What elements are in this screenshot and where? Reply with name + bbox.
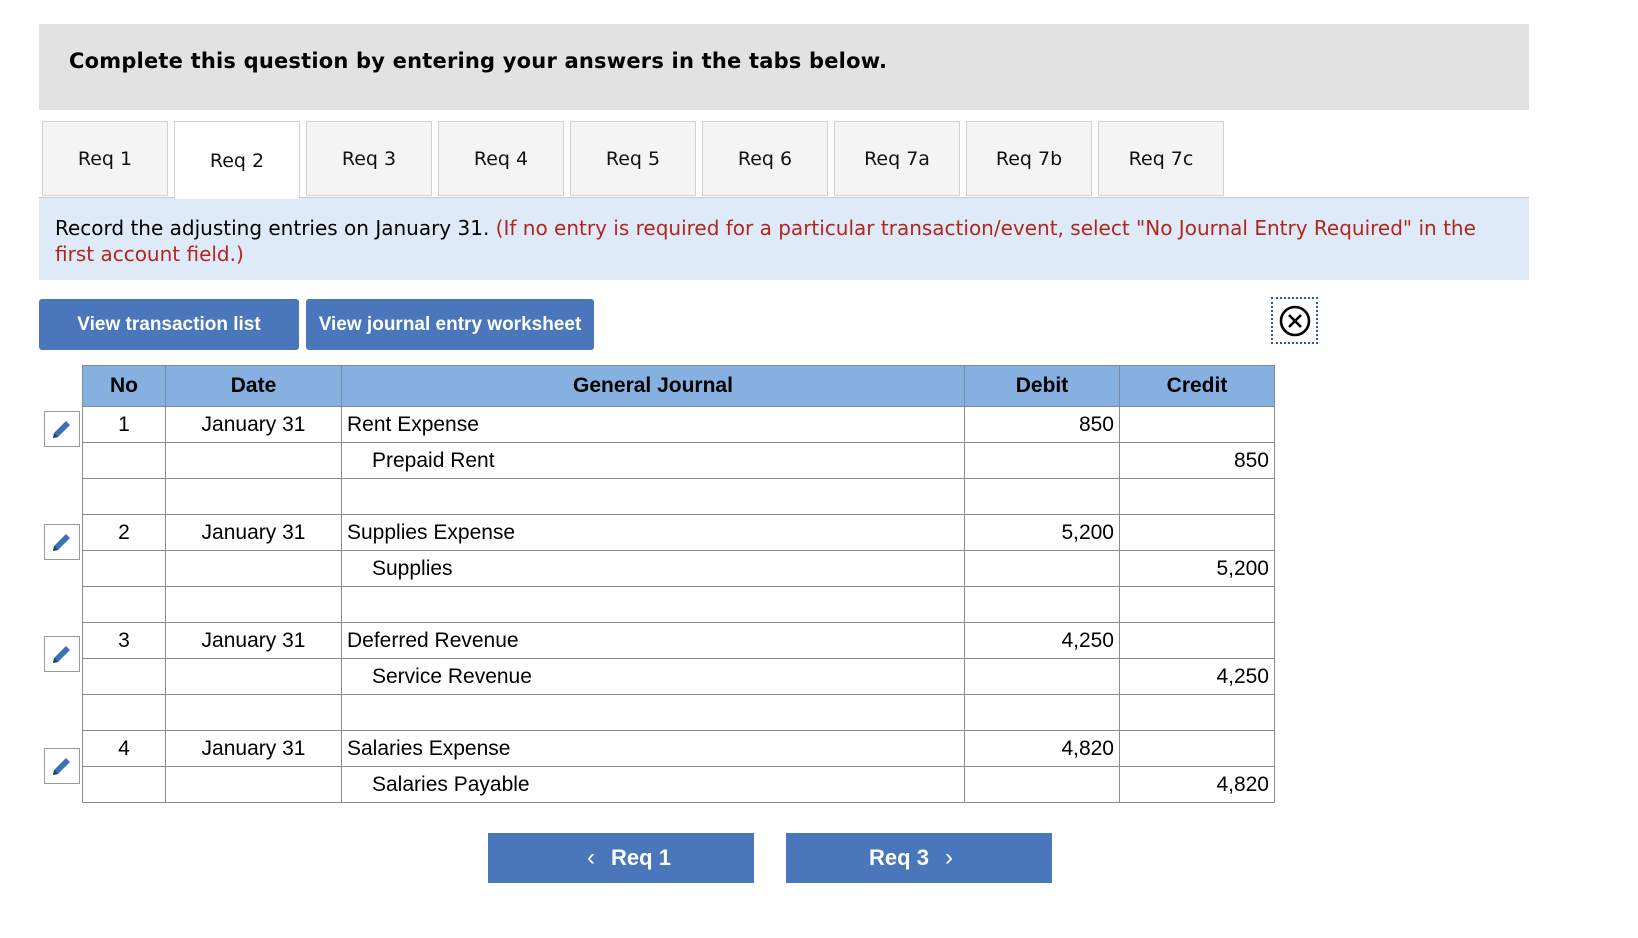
- cell-no: 3: [83, 623, 166, 659]
- instruction-text: Record the adjusting entries on January 31.: [55, 216, 490, 240]
- cell-credit: 4,250: [1120, 659, 1275, 695]
- table-row: [83, 443, 1275, 479]
- cell-debit: 4,250: [965, 623, 1120, 659]
- instruction-box: [39, 197, 1529, 280]
- cell-credit: [1120, 731, 1275, 767]
- cell-account: [342, 587, 965, 623]
- cell-date: [166, 443, 342, 479]
- cell-debit: [965, 587, 1120, 623]
- cell-debit: [965, 551, 1120, 587]
- cell-date: January 31: [166, 731, 342, 767]
- cell-date: [166, 479, 342, 515]
- cell-date: [166, 695, 342, 731]
- cell-debit: [965, 695, 1120, 731]
- table-row: [83, 551, 1275, 587]
- header-no: No: [83, 366, 166, 407]
- table-row: [83, 479, 1275, 515]
- next-req-button[interactable]: [786, 833, 1052, 883]
- header-date: Date: [166, 366, 342, 407]
- pencil-icon: [50, 417, 74, 441]
- cell-credit: 850: [1120, 443, 1275, 479]
- general-journal-table: [82, 365, 1275, 803]
- edit-entry-1-button[interactable]: [44, 411, 80, 447]
- tab-req-2[interactable]: Req 2: [174, 121, 300, 199]
- cell-no: 4: [83, 731, 166, 767]
- table-row: [83, 695, 1275, 731]
- cell-date: [166, 659, 342, 695]
- cell-no: [83, 443, 166, 479]
- cell-no: [83, 659, 166, 695]
- tab-req-3[interactable]: Req 3: [306, 121, 432, 196]
- cell-credit: [1120, 479, 1275, 515]
- table-row: [83, 731, 1275, 767]
- cell-date: January 31: [166, 407, 342, 443]
- header-general-journal: General Journal: [342, 366, 965, 407]
- tab-req-5[interactable]: Req 5: [570, 121, 696, 196]
- cell-debit: 5,200: [965, 515, 1120, 551]
- table-row: [83, 587, 1275, 623]
- tab-req-1[interactable]: Req 1: [42, 121, 168, 196]
- cell-credit: 4,820: [1120, 767, 1275, 803]
- cell-date: January 31: [166, 623, 342, 659]
- table-row: [83, 623, 1275, 659]
- cell-debit: 4,820: [965, 731, 1120, 767]
- question-header: [39, 24, 1529, 110]
- cell-date: [166, 587, 342, 623]
- cell-credit: [1120, 623, 1275, 659]
- cell-account: [342, 695, 965, 731]
- pencil-icon: [50, 642, 74, 666]
- cell-no: 2: [83, 515, 166, 551]
- view-journal-entry-worksheet-button[interactable]: View journal entry worksheet: [306, 299, 594, 350]
- cell-debit: 850: [965, 407, 1120, 443]
- cell-date: [166, 551, 342, 587]
- cell-no: [83, 551, 166, 587]
- tab-req-7a[interactable]: Req 7a: [834, 121, 960, 196]
- next-req-label: Req 3: [869, 845, 929, 870]
- cell-no: 1: [83, 407, 166, 443]
- cell-debit: [965, 767, 1120, 803]
- cell-account: Supplies: [342, 551, 965, 587]
- cell-account: Salaries Expense: [342, 731, 965, 767]
- cell-account: Prepaid Rent: [342, 443, 965, 479]
- chevron-left-icon: ‹: [587, 844, 596, 871]
- cell-no: [83, 695, 166, 731]
- pencil-icon: [50, 530, 74, 554]
- cell-account: Supplies Expense: [342, 515, 965, 551]
- question-title: Complete this question by entering your answers in the tabs below.: [69, 49, 888, 73]
- cell-credit: [1120, 587, 1275, 623]
- prev-req-button[interactable]: [488, 833, 754, 883]
- cell-date: January 31: [166, 515, 342, 551]
- cell-credit: [1120, 695, 1275, 731]
- cell-account: Salaries Payable: [342, 767, 965, 803]
- tab-req-4[interactable]: Req 4: [438, 121, 564, 196]
- pencil-icon: [50, 754, 74, 778]
- cell-debit: [965, 659, 1120, 695]
- cell-account: Service Revenue: [342, 659, 965, 695]
- cell-account: Deferred Revenue: [342, 623, 965, 659]
- tab-req-7c[interactable]: Req 7c: [1098, 121, 1224, 196]
- cell-no: [83, 479, 166, 515]
- cell-no: [83, 587, 166, 623]
- cell-credit: 5,200: [1120, 551, 1275, 587]
- cell-credit: [1120, 407, 1275, 443]
- cell-no: [83, 767, 166, 803]
- table-row: [83, 767, 1275, 803]
- cell-credit: [1120, 515, 1275, 551]
- header-credit: Credit: [1120, 366, 1275, 407]
- table-row: [83, 407, 1275, 443]
- cell-debit: [965, 443, 1120, 479]
- cell-date: [166, 767, 342, 803]
- view-transaction-list-button[interactable]: View transaction list: [39, 299, 299, 350]
- table-row: [83, 659, 1275, 695]
- table-row: [83, 515, 1275, 551]
- tab-req-6[interactable]: Req 6: [702, 121, 828, 196]
- tab-req-7b[interactable]: Req 7b: [966, 121, 1092, 196]
- instruction-note: (If no entry is required for a particular transaction/event, select "No Journal Entry Required" in the first account field.): [55, 216, 1476, 266]
- edit-entry-2-button[interactable]: [44, 524, 80, 560]
- cell-account: Rent Expense: [342, 407, 965, 443]
- edit-entry-3-button[interactable]: [44, 636, 80, 672]
- cell-account: [342, 479, 965, 515]
- edit-entry-4-button[interactable]: [44, 748, 80, 784]
- chevron-right-icon: ›: [944, 844, 953, 871]
- header-debit: Debit: [965, 366, 1120, 407]
- prev-req-label: Req 1: [611, 845, 671, 870]
- close-icon[interactable]: [1271, 297, 1318, 344]
- cell-debit: [965, 479, 1120, 515]
